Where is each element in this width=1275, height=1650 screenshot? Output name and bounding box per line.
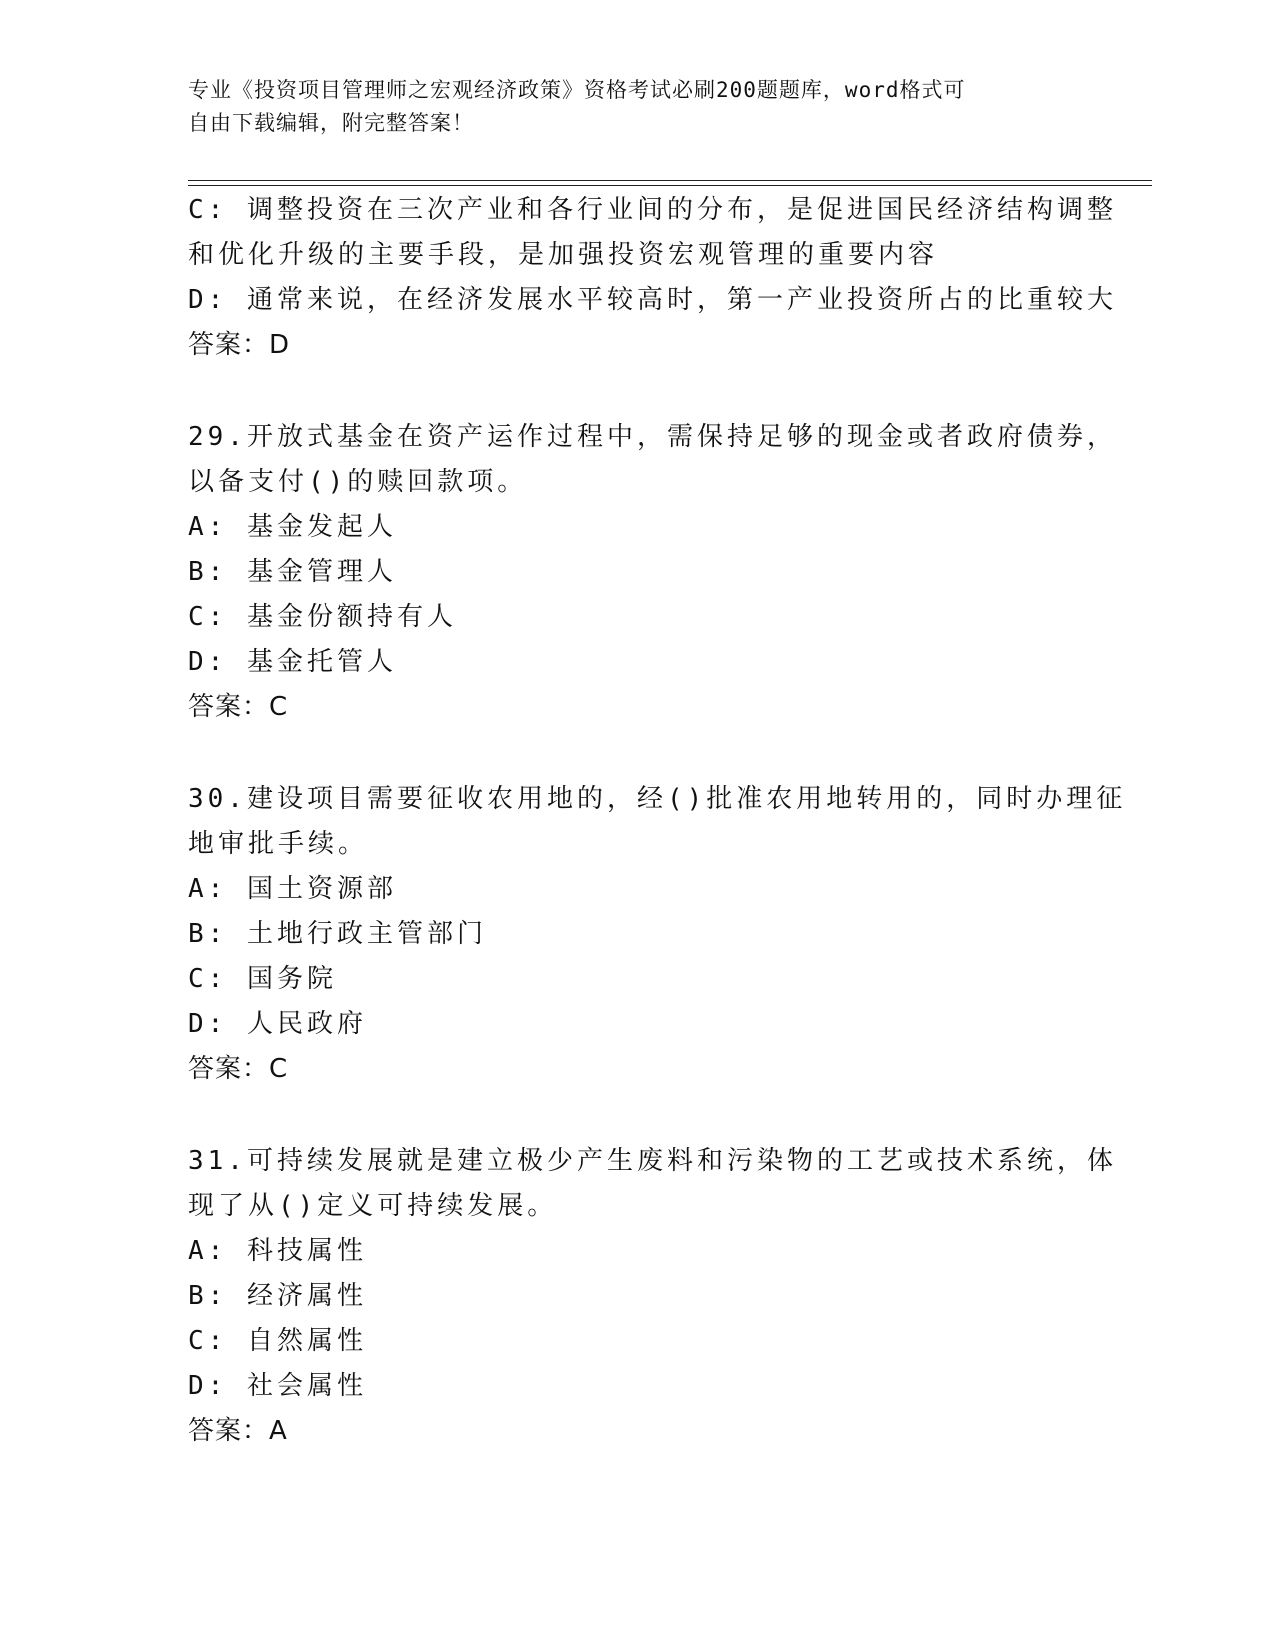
option-c-line-1: C: 调整投资在三次产业和各行业间的分布，是促进国民经济结构调整 (188, 195, 1117, 225)
option-b: B: 土地行政主管部门 (188, 919, 487, 949)
question-block-29 (188, 415, 1117, 730)
question-block-30 (188, 777, 1127, 1092)
spacer (188, 368, 1088, 415)
question-block-31 (188, 1139, 1117, 1454)
answer: 答案：C (188, 692, 289, 722)
header-divider-bottom (188, 185, 1152, 186)
question-stem-line-2: 地审批手续。 (188, 829, 369, 859)
answer: 答案：A (188, 1416, 288, 1446)
document-header (188, 74, 1068, 140)
option-c: C: 自然属性 (188, 1326, 367, 1356)
question-list (188, 188, 1127, 1454)
option-d: D: 人民政府 (188, 1009, 367, 1039)
option-d: D: 通常来说，在经济发展水平较高时，第一产业投资所占的比重较大 (188, 285, 1117, 315)
header-line-1: 专业《投资项目管理师之宏观经济政策》资格考试必刷200题题库，word格式可 (188, 78, 966, 102)
question-block-28-continued (188, 188, 1117, 368)
question-stem-line-2: 现了从()定义可持续发展。 (188, 1191, 558, 1221)
question-stem-line-1: 31.可持续发展就是建立极少产生废料和污染物的工艺或技术系统，体 (188, 1146, 1117, 1176)
option-a: A: 国土资源部 (188, 874, 397, 904)
spacer (188, 730, 1088, 777)
option-b: B: 基金管理人 (188, 557, 397, 587)
answer: 答案：D (188, 330, 291, 360)
header-divider-top (188, 180, 1152, 181)
option-c: C: 基金份额持有人 (188, 602, 457, 632)
option-b: B: 经济属性 (188, 1281, 367, 1311)
option-a: A: 科技属性 (188, 1236, 367, 1266)
option-d: D: 基金托管人 (188, 647, 397, 677)
header-line-2: 自由下载编辑，附完整答案！ (188, 111, 474, 135)
option-c-line-2: 和优化升级的主要手段，是加强投资宏观管理的重要内容 (188, 240, 939, 270)
option-a: A: 基金发起人 (188, 512, 397, 542)
spacer (188, 1092, 1088, 1139)
answer: 答案：C (188, 1054, 289, 1084)
question-stem-line-2: 以备支付()的赎回款项。 (188, 467, 528, 497)
option-d: D: 社会属性 (188, 1371, 367, 1401)
question-stem-line-1: 29.开放式基金在资产运作过程中，需保持足够的现金或者政府债券， (188, 422, 1117, 452)
question-stem-line-1: 30.建设项目需要征收农用地的，经()批准农用地转用的，同时办理征 (188, 784, 1127, 814)
option-c: C: 国务院 (188, 964, 337, 994)
